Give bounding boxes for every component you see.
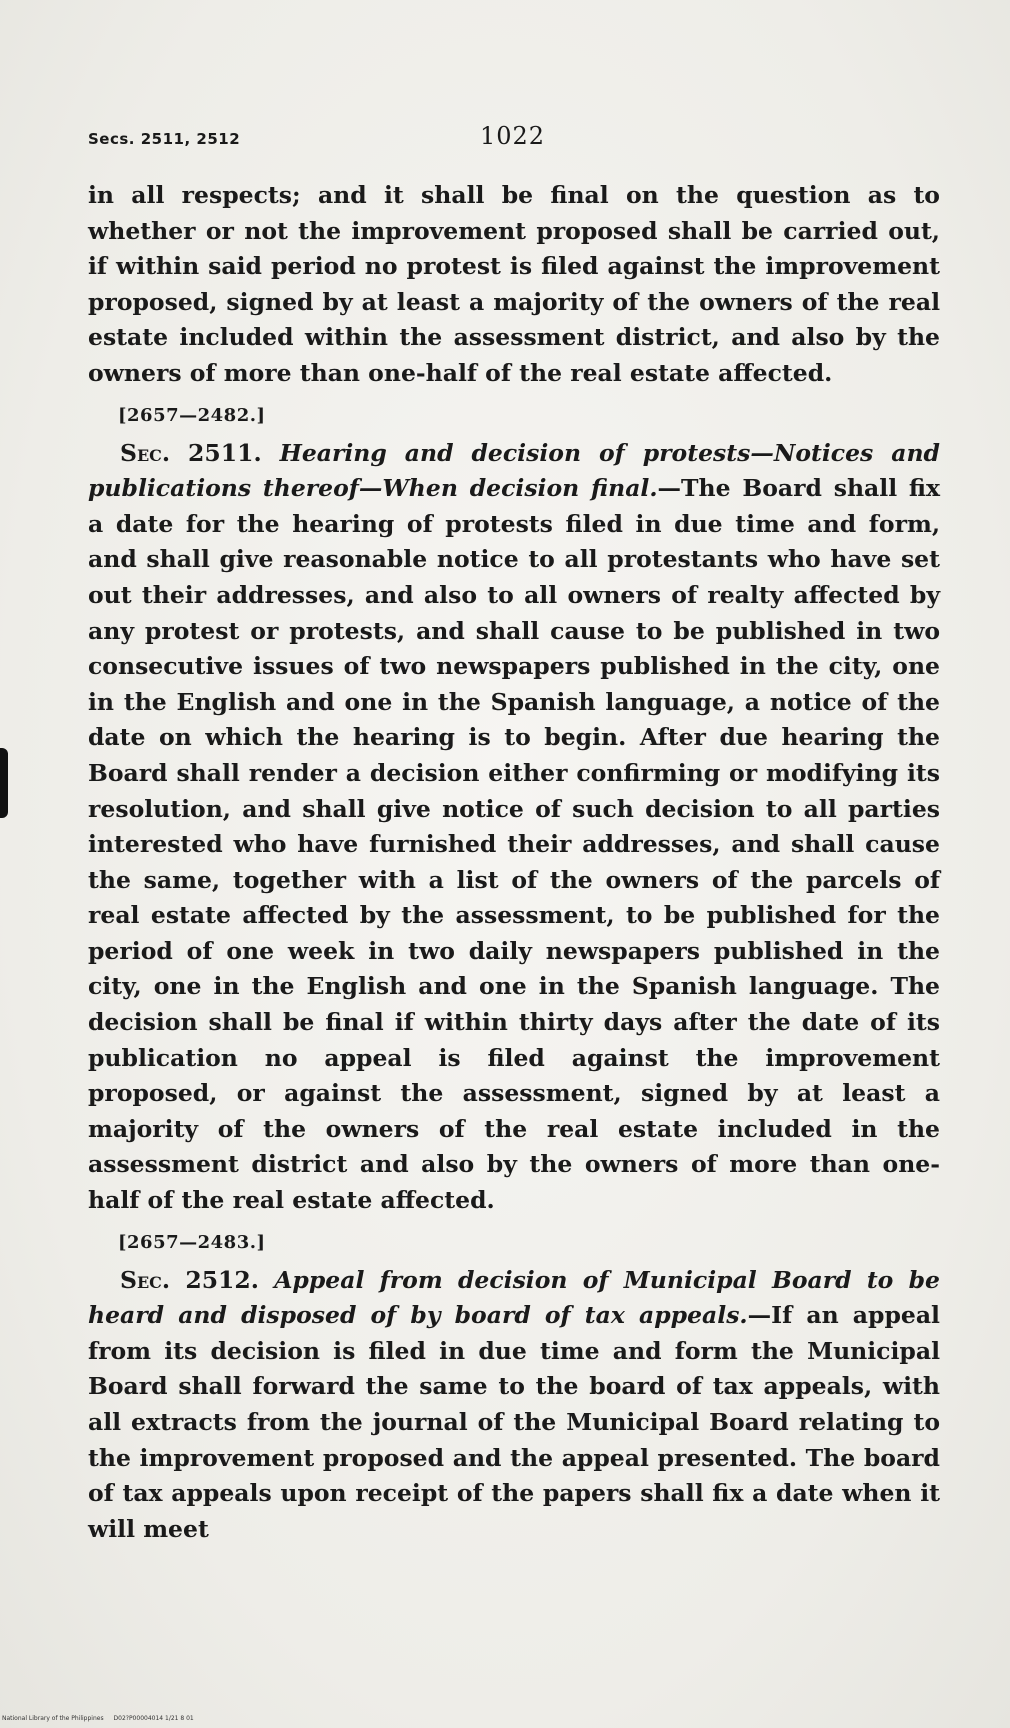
section-2511-heading: Hearing and decision of protests—Notices and publications thereof—When decision final. bbox=[88, 438, 940, 503]
scan-footer bbox=[2, 1715, 202, 1722]
section-2512-heading: Appeal from decision of Municipal Board to be heard and disposed of by board of tax appeals. bbox=[88, 1265, 940, 1330]
page-body bbox=[88, 178, 940, 1547]
section-2512-text: —If an appeal from its decision is filed in due time and form the Municipal Board shall forward the same to the board of tax appeals, with all extracts from the journal of the Municipal Board relating to the improvement proposed and the appeal presented. The board of tax appeals upon receipt of the papers shall fix a date when it will meet bbox=[88, 1301, 940, 1543]
running-head bbox=[88, 122, 948, 156]
scan-edge-mark bbox=[0, 748, 8, 818]
section-2511 bbox=[88, 436, 940, 1219]
legislative-reference-1: [2657—2482.] bbox=[118, 404, 266, 426]
legislative-reference-2: [2657—2483.] bbox=[118, 1231, 266, 1253]
footer-id: D02?P00004014 1/21 8 01 bbox=[113, 1715, 194, 1722]
footer-source: National Library of the Philippines bbox=[2, 1715, 104, 1722]
section-reference: Secs. 2511, 2512 bbox=[88, 130, 241, 148]
section-2512-label: Sec. 2512. bbox=[120, 1265, 259, 1294]
section-2511-label: Sec. 2511. bbox=[120, 438, 262, 467]
section-2512 bbox=[88, 1263, 940, 1548]
continuation-paragraph: in all respects; and it shall be final on the question as to whether or not the improvement proposed shall be carried out, if within said period no protest is filed against the improvement proposed, signed by at least a majority of the owners of the real estate included within the assessment district, and also by the owners of more than one-half of the real estate affected. bbox=[88, 181, 940, 387]
page-number: 1022 bbox=[480, 122, 546, 150]
section-2511-text: —The Board shall fix a date for the hearing of protests filed in due time and form, and shall give reasonable notice to all protestants who have set out their addresses, and also to all owners of realty affected by any protest or protests, and shall cause to be published in two consecutive issues of two newspapers published in the city, one in the English and one in the Spanish language, a notice of the date on which the hearing is to begin. After due hearing the Board shall render a decision either confirming or modifying its resolution, and shall give notice of such decision to all parties interested who have furnished their addresses, and shall cause the same, together with a list of the owners of the parcels of real estate affected by the assessment, to be published for the period of one week in two daily newspapers published in the city, one in the English and one in the Spanish language. The decision shall be final if within thirty days after the date of its publication no appeal is filed against the improvement proposed, or against the assessment, signed by at least a majority of the owners of the real estate included in the assessment district and also by the owners of more than one-half of the real estate affected. bbox=[88, 474, 940, 1215]
